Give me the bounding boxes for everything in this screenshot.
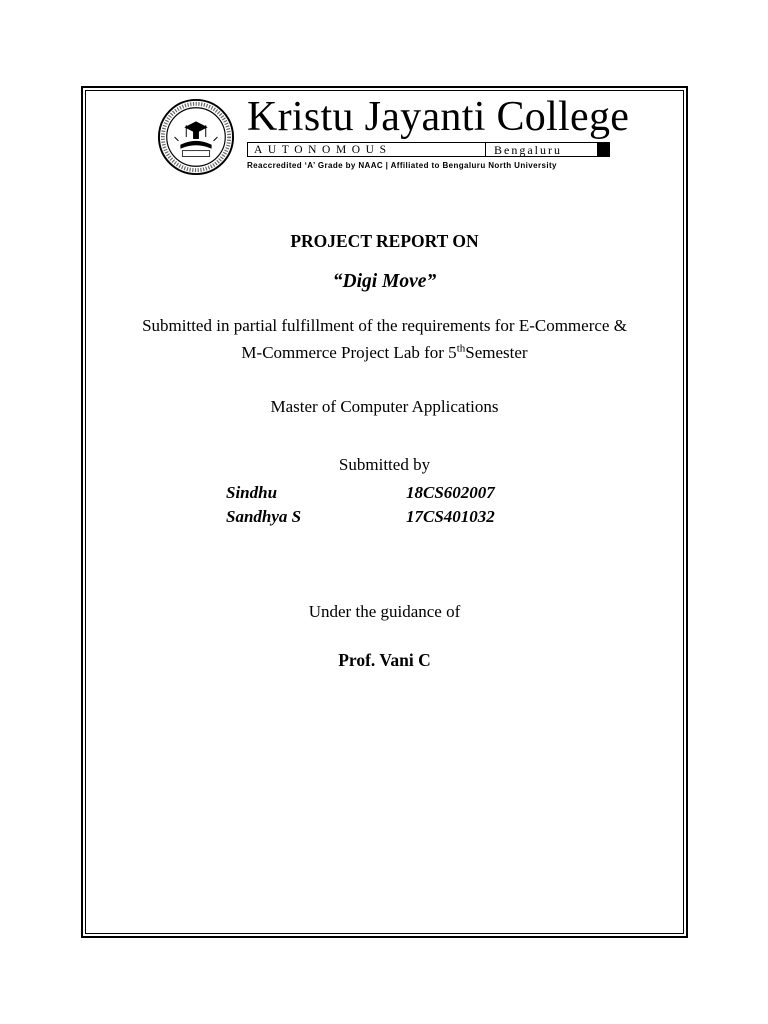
student-name: Sandhya S: [226, 507, 302, 526]
description-line-2-prefix: M-Commerce Project Lab for 5: [241, 343, 457, 362]
city-label: Bengaluru: [494, 143, 562, 157]
autonomous-strip: [247, 142, 485, 157]
accreditation-line: Reaccredited ‘A’ Grade by NAAC | Affiliated to Bengaluru North University: [247, 161, 557, 170]
ordinal-suffix: th: [456, 342, 466, 355]
page-border-inner: [85, 90, 684, 934]
submitted-by-label: Submitted by: [338, 455, 431, 474]
college-seal-icon: [157, 98, 235, 176]
description-line-2: [85, 343, 684, 363]
guidance-label: Under the guidance of: [308, 602, 461, 621]
student-name: Sindhu: [226, 483, 278, 502]
project-name: “Digi Move”: [332, 271, 437, 292]
report-title: PROJECT REPORT ON: [290, 231, 479, 251]
city-strip: [485, 142, 610, 157]
degree-name: Master of Computer Applications: [270, 397, 499, 416]
description-line-2-suffix: Semester: [465, 343, 528, 362]
college-banner: [247, 142, 610, 157]
autonomous-label: AUTONOMOUS: [254, 144, 392, 156]
college-logo-header: [157, 94, 630, 177]
college-name: Kristu Jayanti College: [247, 94, 630, 140]
description-line-1: Submitted in partial fulfillment of the requirements for E-Commerce &: [142, 316, 627, 335]
student-id: 18CS602007: [406, 483, 495, 502]
guide-name: Prof. Vani C: [338, 650, 431, 670]
student-id: 17CS401032: [406, 507, 495, 526]
banner-end-block: [597, 143, 609, 156]
